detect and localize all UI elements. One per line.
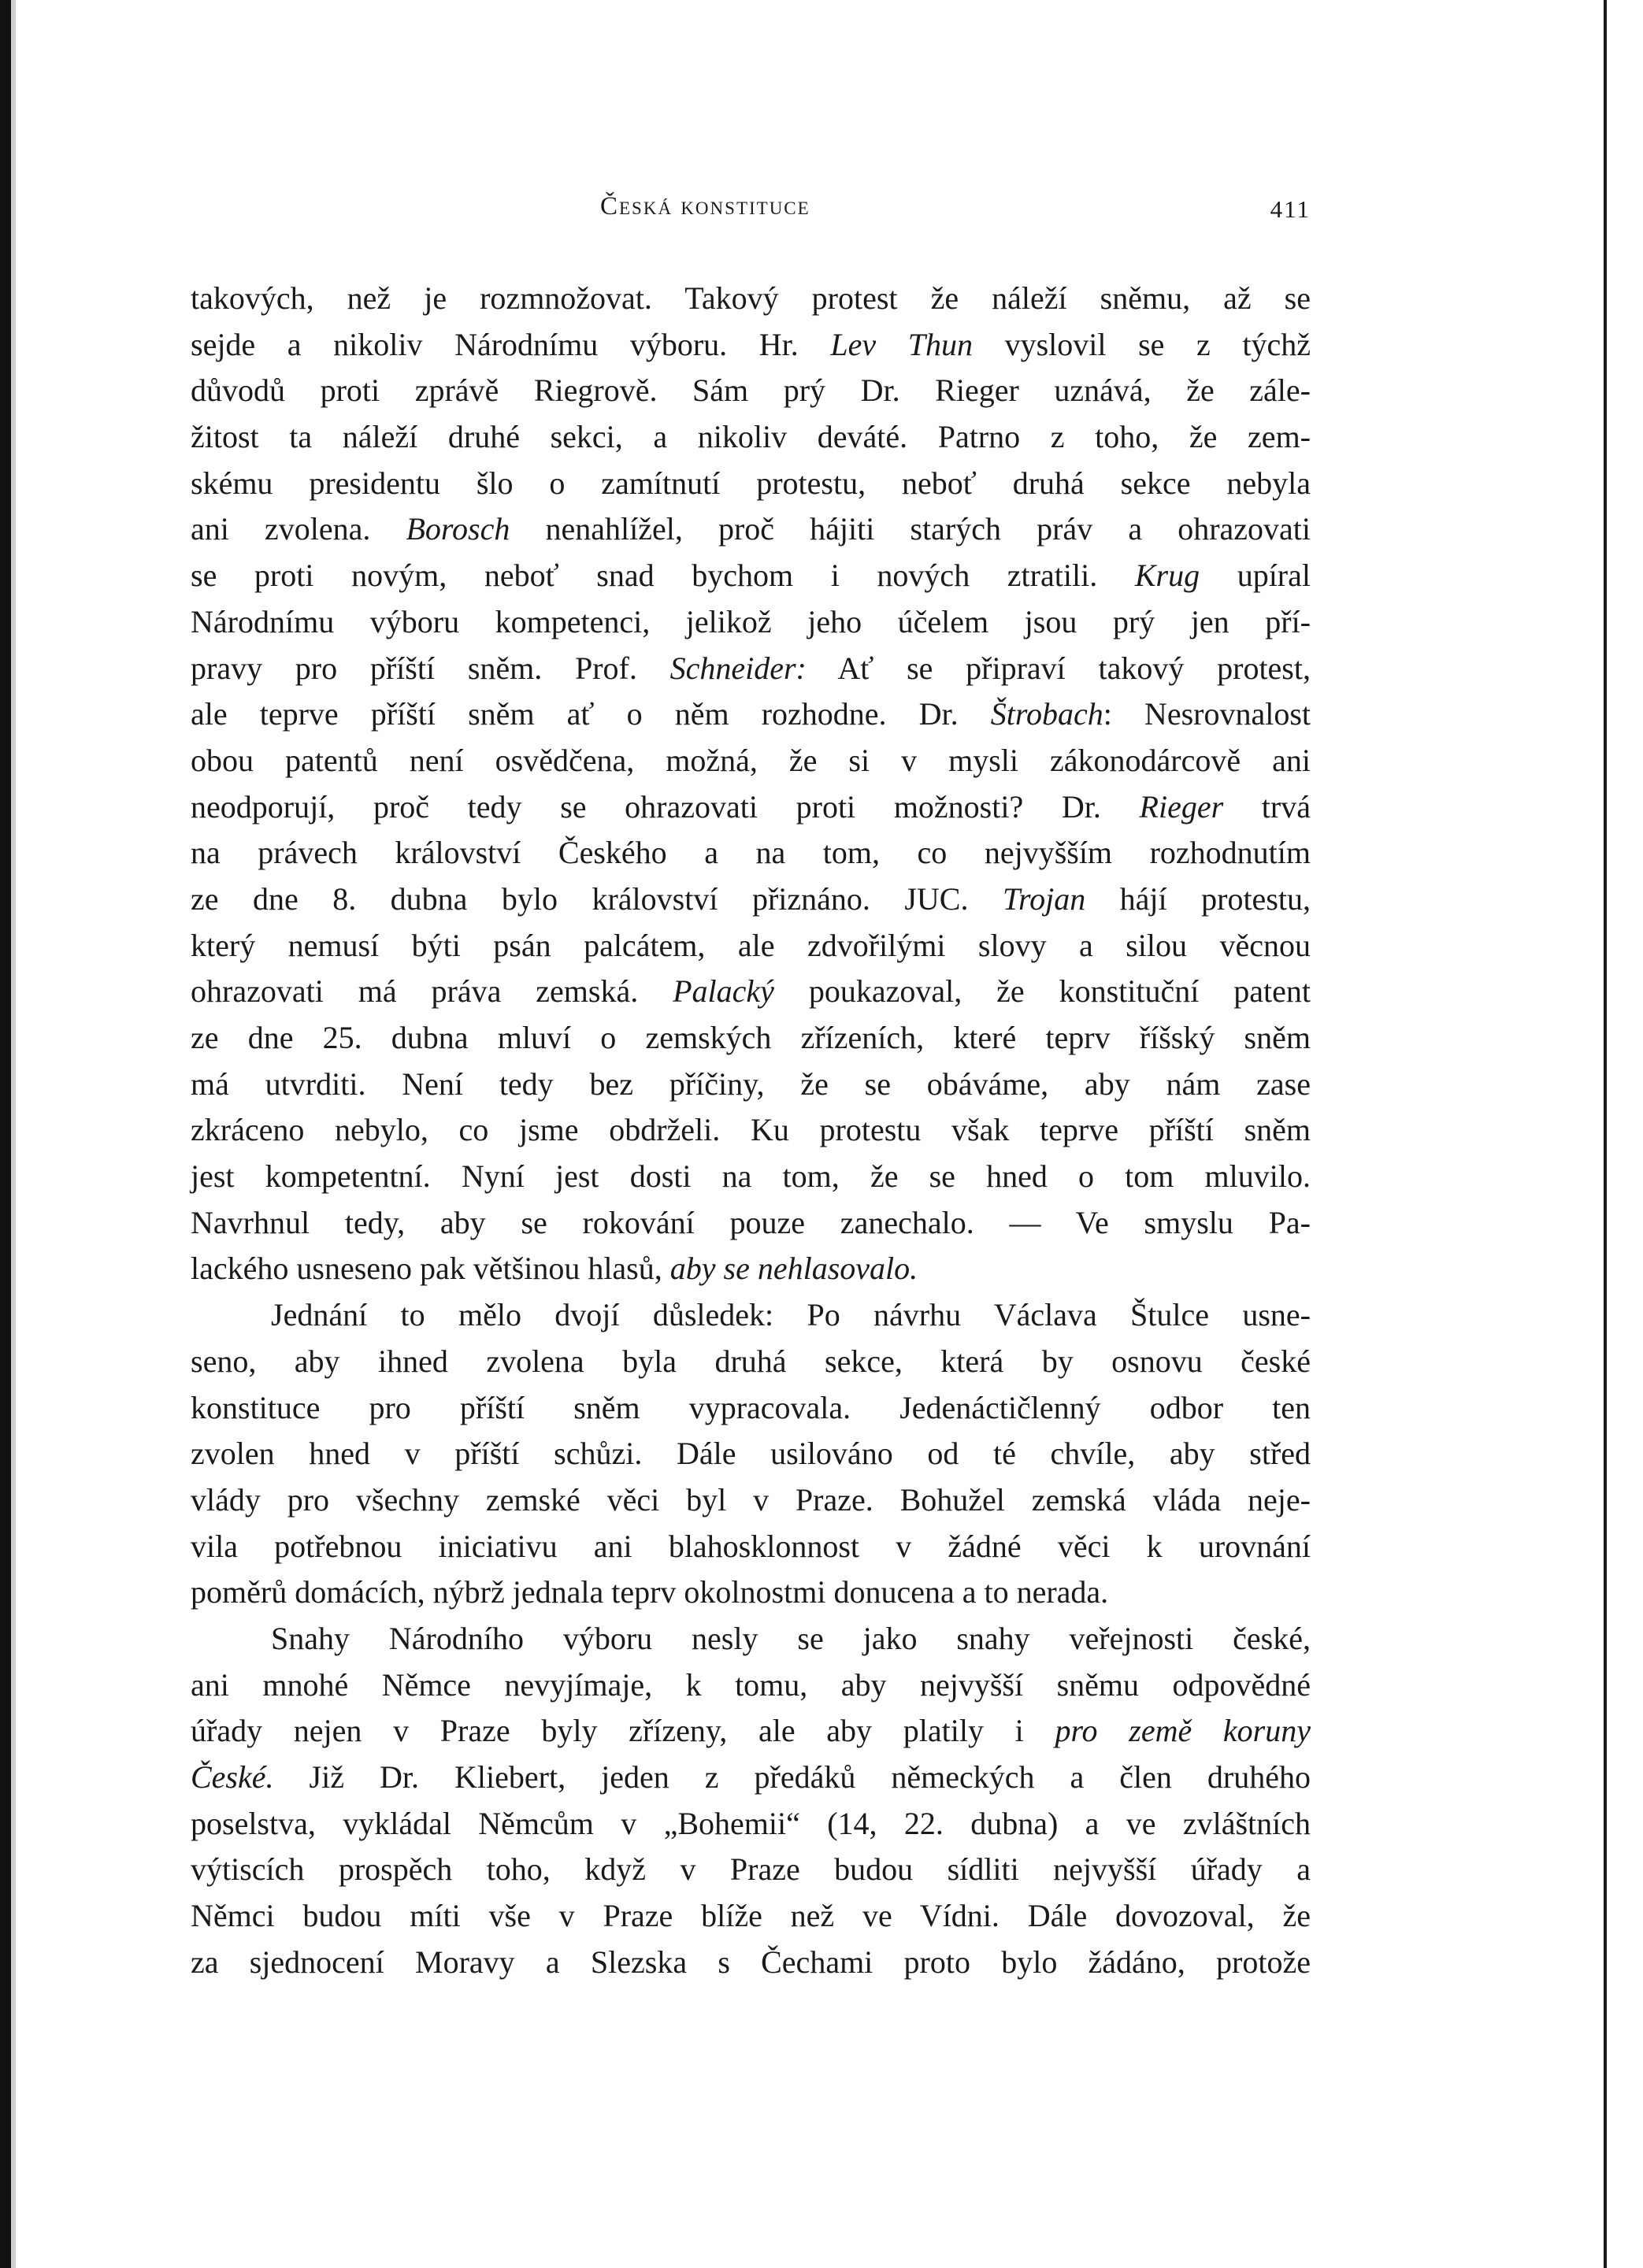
text-line bbox=[191, 1708, 1311, 1755]
text-run: pravy pro příští sněm. Prof. bbox=[191, 650, 670, 686]
text-run: ani zvolena. bbox=[191, 511, 406, 547]
text-run: ohrazovati má práva zemská. bbox=[191, 973, 673, 1010]
text-run: seno, aby ihned zvolena byla druhá sekce, která by osnovu české bbox=[191, 1343, 1311, 1379]
text-run: lackého usneseno pak většinou hlasů, bbox=[191, 1251, 670, 1287]
text-line bbox=[191, 969, 1311, 1015]
text-run: skému presidentu šlo o zamítnutí protestu, neboť druhá sekce nebyla bbox=[191, 465, 1311, 501]
text-line bbox=[191, 461, 1311, 507]
text-run: Snahy Národního výboru nesly se jako snahy veřejnosti české, bbox=[271, 1620, 1311, 1656]
italic-name: Krug bbox=[1134, 558, 1200, 594]
text-line bbox=[191, 1107, 1311, 1154]
body-text bbox=[191, 276, 1311, 1985]
page-number: 411 bbox=[1270, 195, 1311, 223]
text-run: poměrů domácích, nýbrž jednala teprv okolnostmi donucena a to nerada. bbox=[191, 1574, 1109, 1610]
text-run: Jednání to mělo dvojí důsledek: Po návrhu Václava Štulce usne- bbox=[271, 1297, 1311, 1333]
text-line bbox=[191, 322, 1311, 369]
italic-name: Trojan bbox=[1002, 880, 1086, 917]
text-line bbox=[191, 691, 1311, 738]
text-line bbox=[191, 1524, 1311, 1570]
text-run: sejde a nikoliv Národnímu výboru. Hr. bbox=[191, 326, 831, 362]
text-run: trvá bbox=[1223, 788, 1311, 825]
text-run: úřady nejen v Praze byly zřízeny, ale aby platily i bbox=[191, 1713, 1055, 1749]
text-run: ani mnohé Němce nevyjímaje, k tomu, aby nejvyšší sněmu odpovědné bbox=[191, 1666, 1311, 1703]
text-line bbox=[191, 368, 1311, 414]
text-run: : Nesrovnalost bbox=[1103, 696, 1311, 732]
italic-name: pro země koruny bbox=[1055, 1713, 1311, 1749]
running-title: Česká konstituce bbox=[600, 192, 810, 220]
text-line bbox=[191, 1801, 1311, 1847]
text-run: má utvrditi. Není tedy bez příčiny, že se obáváme, aby nám zase bbox=[191, 1065, 1311, 1102]
text-line bbox=[191, 599, 1311, 646]
text-run: vyslovil se z týchž bbox=[973, 326, 1311, 362]
text-run: žitost ta náleží druhé sekci, a nikoliv deváté. Patrno z toho, že zem- bbox=[191, 419, 1311, 455]
text-run: poselstva, vykládal Němcům v „Bohemii“ (14, 22. dubna) a ve zvláštních bbox=[191, 1805, 1311, 1841]
text-line bbox=[191, 414, 1311, 461]
text-run: ze dne 25. dubna mluví o zemských zřízeních, které teprv říšský sněm bbox=[191, 1020, 1311, 1055]
text-run: zvolen hned v příští schůzi. Dále usilováno od té chvíle, aby střed bbox=[191, 1436, 1311, 1472]
text-run: jest kompetentní. Nyní jest dosti na tom, že se hned o tom mluvilo. bbox=[191, 1158, 1311, 1195]
text-run: vila potřebnou iniciativu ani blahosklonnost v žádné věci k urovnání bbox=[191, 1528, 1311, 1564]
text-line bbox=[191, 1246, 1311, 1292]
text-line bbox=[191, 1431, 1311, 1477]
text-line bbox=[191, 876, 1311, 923]
running-header bbox=[191, 192, 1311, 232]
text-line bbox=[191, 1062, 1311, 1108]
text-line bbox=[191, 738, 1311, 784]
text-line bbox=[191, 1569, 1311, 1616]
text-run: hájí protestu, bbox=[1085, 880, 1311, 917]
text-line bbox=[191, 1616, 1311, 1662]
italic-name: Palacký bbox=[673, 973, 774, 1010]
text-line bbox=[191, 1662, 1311, 1709]
text-line bbox=[191, 1385, 1311, 1432]
text-run: za sjednocení Moravy a Slezska s Čechami proto bylo žádáno, protože bbox=[191, 1944, 1311, 1980]
binding-shadow bbox=[11, 0, 16, 2268]
text-line bbox=[191, 1339, 1311, 1385]
text-run: obou patentů není osvědčena, možná, že si v mysli zákonodárcově ani bbox=[191, 742, 1311, 778]
text-line bbox=[191, 784, 1311, 831]
text-run: Ať se připraví takový protest, bbox=[806, 650, 1311, 686]
italic-name: Borosch bbox=[406, 511, 510, 547]
text-line bbox=[191, 1015, 1311, 1062]
text-run: se proti novým, neboť snad bychom i nových ztratili. bbox=[191, 558, 1135, 594]
italic-name: Schneider: bbox=[669, 650, 807, 686]
text-line bbox=[191, 830, 1311, 876]
text-line bbox=[191, 276, 1311, 322]
text-run: upíral bbox=[1200, 558, 1311, 594]
italic-name: České. bbox=[191, 1759, 274, 1795]
text-line bbox=[191, 1154, 1311, 1200]
text-run: vlády pro všechny zemské věci byl v Praze. Bohužel zemská vláda neje- bbox=[191, 1481, 1311, 1518]
text-line bbox=[191, 1940, 1311, 1986]
text-run: který nemusí býti psán palcátem, ale zdvořilými slovy a silou věcnou bbox=[191, 927, 1311, 963]
text-run: zkráceno nebylo, co jsme obdrželi. Ku protestu však teprve příští sněm bbox=[191, 1112, 1311, 1148]
text-line bbox=[191, 1893, 1311, 1940]
text-line bbox=[191, 923, 1311, 969]
text-line bbox=[191, 1477, 1311, 1524]
text-run: Národnímu výboru kompetenci, jelikož jeho účelem jsou prý jen pří- bbox=[191, 603, 1311, 639]
text-run: na právech království Českého a na tom, co nejvyšším rozhodnutím bbox=[191, 835, 1311, 871]
italic-name: Štrobach bbox=[990, 696, 1103, 732]
text-line bbox=[191, 646, 1311, 692]
text-run: poukazoval, že konstituční patent bbox=[773, 973, 1311, 1010]
text-line bbox=[191, 1292, 1311, 1339]
text-run: neodporují, proč tedy se ohrazovati proti možnosti? Dr. bbox=[191, 788, 1140, 825]
text-run: nenahlížel, proč hájiti starých práv a ohrazovati bbox=[510, 511, 1311, 547]
text-run: takových, než je rozmnožovat. Takový protest že náleží sněmu, až se bbox=[191, 280, 1311, 316]
text-run: výtiscích prospěch toho, když v Praze budou sídliti nejvyšší úřady a bbox=[191, 1851, 1311, 1888]
italic-name: aby se nehlasovalo. bbox=[669, 1251, 918, 1287]
text-line bbox=[191, 1847, 1311, 1893]
text-run: důvodů proti zprávě Riegrově. Sám prý Dr. Rieger uznává, že zále- bbox=[191, 372, 1311, 409]
binding-edge bbox=[0, 0, 11, 2268]
text-line bbox=[191, 553, 1311, 599]
text-line bbox=[191, 1755, 1311, 1801]
text-run: Navrhnul tedy, aby se rokování pouze zanechalo. — Ve smyslu Pa- bbox=[191, 1204, 1311, 1240]
text-run: Již Dr. Kliebert, jeden z předáků německých a člen druhého bbox=[273, 1759, 1311, 1795]
italic-name: Rieger bbox=[1139, 788, 1224, 825]
text-run: konstituce pro příští sněm vypracovala. Jedenáctičlenný odbor ten bbox=[191, 1389, 1311, 1425]
text-line bbox=[191, 1200, 1311, 1247]
text-line bbox=[191, 506, 1311, 553]
text-run: ze dne 8. dubna bylo království přiznáno. JUC. bbox=[191, 880, 1003, 917]
italic-name: Lev Thun bbox=[830, 326, 973, 362]
text-run: Němci budou míti vše v Praze blíže než ve Vídni. Dále dovozoval, že bbox=[191, 1898, 1311, 1934]
page-edge-rule bbox=[1604, 0, 1607, 2268]
text-run: ale teprve příští sněm ať o něm rozhodne. Dr. bbox=[191, 696, 991, 732]
